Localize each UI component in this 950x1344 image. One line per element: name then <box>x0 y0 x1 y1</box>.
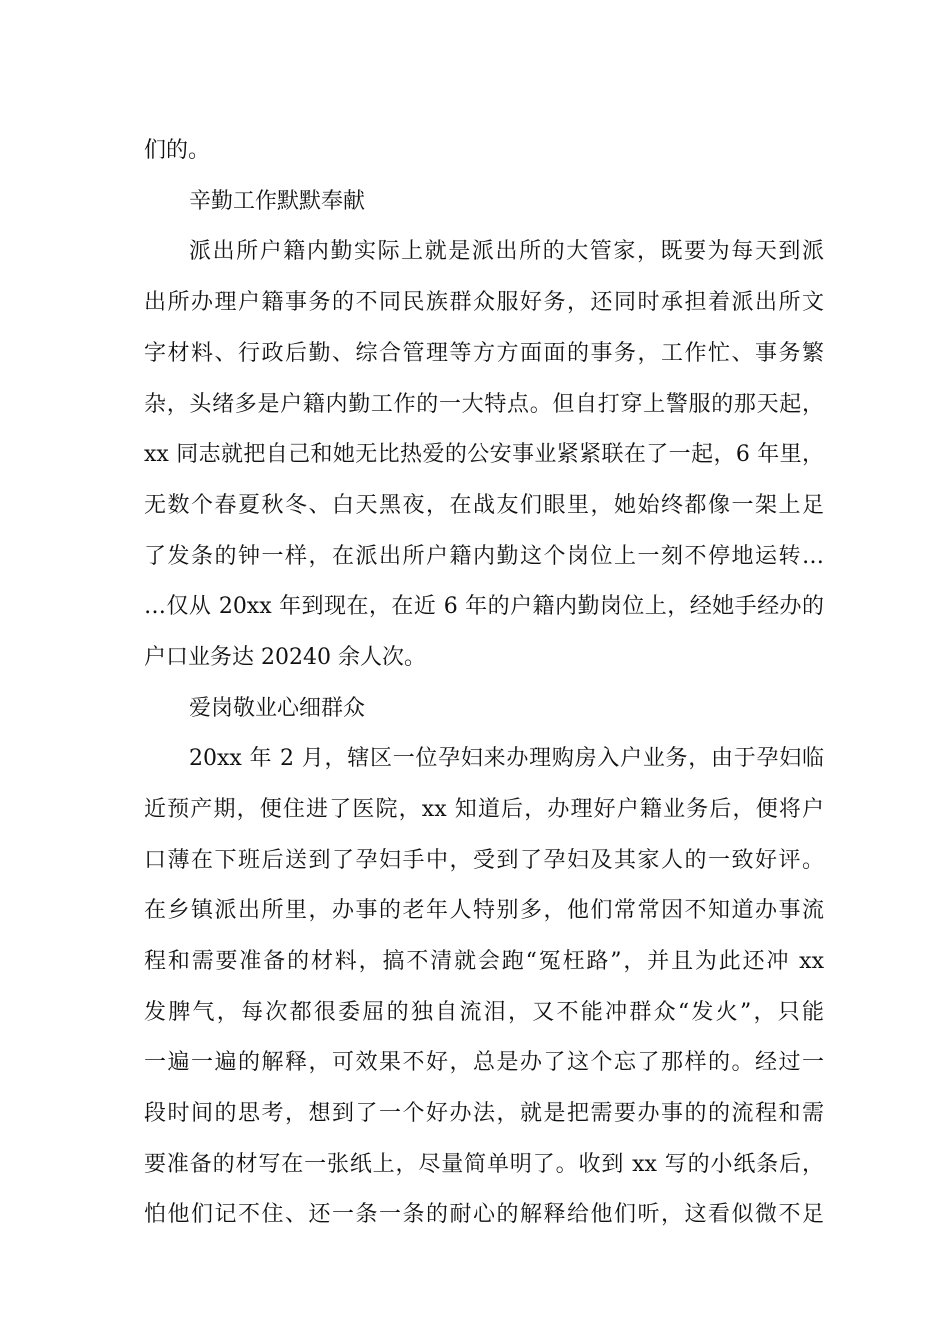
section-heading: 爱岗敬业心细群众 <box>189 696 366 721</box>
paragraph-line: 段时间的思考，想到了一个好办法，就是把需要办事的的流程和需 <box>144 1101 824 1126</box>
paragraph-line: 了发条的钟一样，在派出所户籍内勤这个岗位上一刻不停地运转… <box>144 544 824 569</box>
paragraph-line: 在乡镇派出所里，办事的老年人特别多，他们常常因不知道办事流 <box>144 898 824 923</box>
paragraph-line: 一遍一遍的解释，可效果不好，总是办了这个忘了那样的。经过一 <box>144 1050 824 1075</box>
paragraph-line: 要准备的材写在一张纸上，尽量简单明了。收到 xx 写的小纸条后， <box>144 1152 824 1177</box>
paragraph-line: 近预产期，便住进了医院，xx 知道后，办理好户籍业务后，便将户 <box>144 797 824 822</box>
paragraph-line: 口薄在下班后送到了孕妇手中，受到了孕妇及其家人的一致好评。 <box>144 848 824 873</box>
paragraph-line: 户口业务达 20240 余人次。 <box>144 645 426 670</box>
paragraph-line: 发脾气，每次都很委屈的独自流泪，又不能冲群众“发火”，只能 <box>144 1000 824 1025</box>
paragraph-line: 出所办理户籍事务的不同民族群众服好务，还同时承担着派出所文 <box>144 290 824 315</box>
section-heading: 辛勤工作默默奉献 <box>189 189 366 214</box>
paragraph-line: 杂，头绪多是户籍内勤工作的一大特点。但自打穿上警服的那天起， <box>144 392 824 417</box>
paragraph-line: 无数个春夏秋冬、白天黑夜，在战友们眼里，她始终都像一架上足 <box>144 493 824 518</box>
paragraph-line: 派出所户籍内勤实际上就是派出所的大管家，既要为每天到派 <box>189 239 824 264</box>
paragraph-line: 们的。 <box>144 138 211 163</box>
paragraph-line: 程和需要准备的材料，搞不清就会跑“冤枉路”，并且为此还冲 xx <box>144 949 824 974</box>
paragraph-line: 20xx 年 2 月，辖区一位孕妇来办理购房入户业务，由于孕妇临 <box>189 746 824 771</box>
paragraph-line: 字材料、行政后勤、综合管理等方方面面的事务，工作忙、事务繁 <box>144 341 824 366</box>
paragraph-line: 怕他们记不住、还一条一条的耐心的解释给他们听，这看似微不足 <box>144 1202 824 1227</box>
paragraph-line: xx 同志就把自己和她无比热爱的公安事业紧紧联在了一起，6 年里， <box>144 442 824 467</box>
paragraph-line: …仅从 20xx 年到现在，在近 6 年的户籍内勤岗位上，经她手经办的 <box>144 594 824 619</box>
